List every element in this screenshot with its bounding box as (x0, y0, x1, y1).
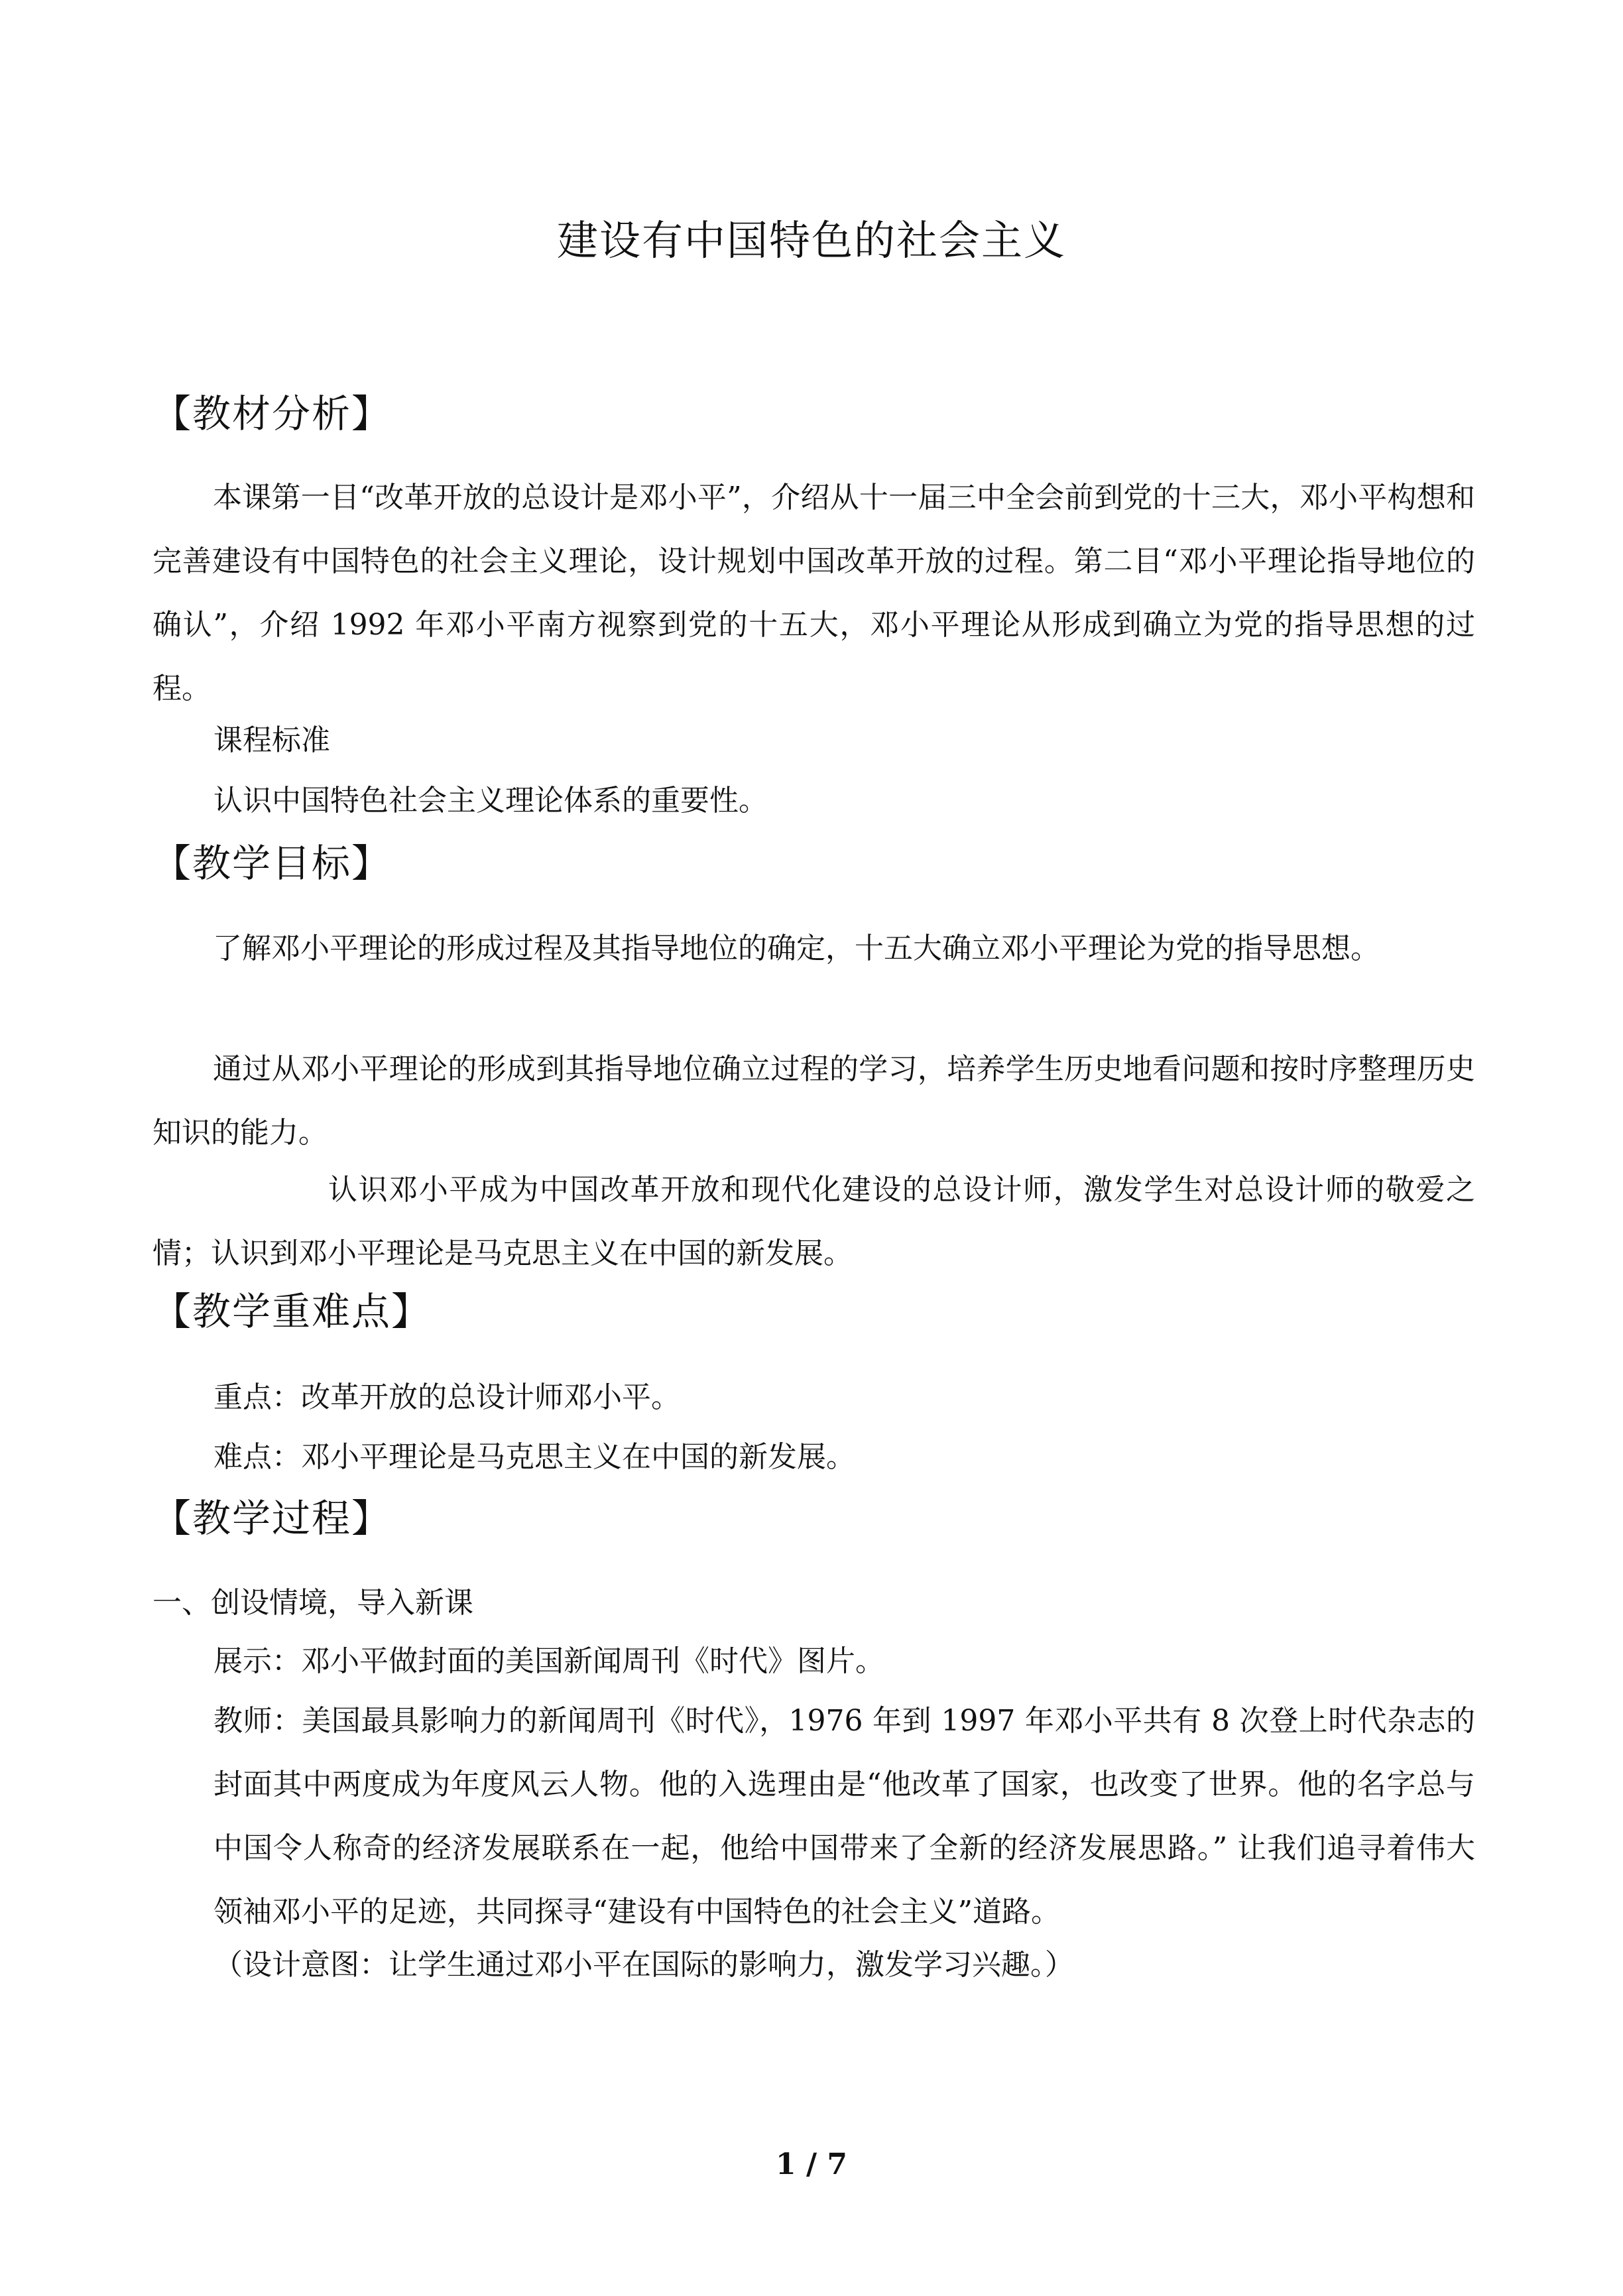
section-heading-key-points: 【教学重难点】 (152, 1289, 432, 1334)
course-standard-text: 认识中国特色社会主义理论体系的重要性。 (213, 784, 768, 817)
key-point-text: 重点：改革开放的总设计师邓小平。 (213, 1380, 680, 1414)
section-heading-analysis: 【教材分析】 (152, 391, 392, 436)
course-standard-label: 课程标准 (213, 723, 330, 757)
section-heading-objectives: 【教学目标】 (152, 841, 392, 886)
page-number: 1 / 7 (776, 2147, 847, 2181)
difficult-point-text: 难点：邓小平理论是马克思主义在中国的新发展。 (213, 1440, 855, 1474)
document-title: 建设有中国特色的社会主义 (556, 216, 1066, 265)
objective-paragraph-3: 认识邓小平成为中国改革开放和现代化建设的总设计师，激发学生对总设计师的敬爱之情；认识到邓小平理论是马克思主义在中国的新发展。 (152, 1173, 1475, 1270)
section-heading-process: 【教学过程】 (152, 1496, 392, 1541)
process-show-text: 展示：邓小平做封面的美国新闻周刊《时代》图片。 (213, 1644, 884, 1678)
process-design-intent: （设计意图：让学生通过邓小平在国际的影响力，激发学习兴趣。） (213, 1948, 1074, 1982)
process-teacher-text: 教师：美国最具影响力的新闻周刊《时代》，1976 年到 1997 年邓小平共有 8 次登上时代杂志的封面其中两度成为年度风云人物。他的入选理由是“他改革了国家，也改变了世界。他的名字总与中国令人称奇的经济发展联系在一起，他给中国带来了全新的经济发展思路。” 让我们追寻着伟大领袖邓小平的足迹，共同探寻“建设有中国特色的社会主义”道路。 (213, 1704, 1475, 1929)
process-step-1-title: 一、创设情境，导入新课 (152, 1586, 473, 1620)
objective-paragraph-2: 通过从邓小平理论的形成到其指导地位确立过程的学习，培养学生历史地看问题和按时序整理历史知识的能力。 (152, 1052, 1475, 1150)
analysis-paragraph: 本课第一目“改革开放的总设计是邓小平”，介绍从十一届三中全会前到党的十三大，邓小平构想和完善建设有中国特色的社会主义理论，设计规划中国改革开放的过程。第二目“邓小平理论指导地位的确认”，介绍 1992 年邓小平南方视察到党的十五大，邓小平理论从形成到确立为党的指导思想的过程。 (152, 481, 1475, 705)
objective-paragraph-1: 了解邓小平理论的形成过程及其指导地位的确定，十五大确立邓小平理论为党的指导思想。 (213, 932, 1380, 965)
